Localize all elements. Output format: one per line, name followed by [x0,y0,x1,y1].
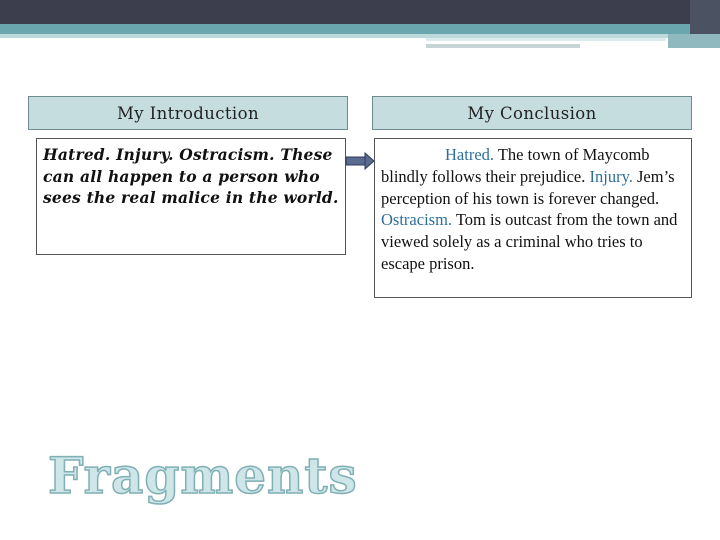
conclusion-text-1: The town of Maycomb blindly follows their prejudice. [381,145,650,186]
conclusion-header: My Conclusion [372,96,692,130]
keyword-ostracism: Ostracism. [381,210,453,230]
conclusion-text-box [374,138,692,298]
intro-text: Hatred. Injury. Ostracism. These can all happen to a person who sees the real malice in the world. [43,145,339,207]
top-right-accent [668,34,720,48]
top-accent-line [426,38,666,41]
right-arrow-icon [345,152,375,170]
slide-title: Fragments [48,446,358,505]
top-teal-stripe [0,24,720,34]
intro-header: My Introduction [28,96,348,130]
top-accent-line-grey [426,44,580,48]
keyword-injury: Injury. [589,166,633,186]
top-decorative-band [0,0,720,24]
intro-text-box [36,138,346,255]
keyword-hatred: Hatred. [445,145,495,164]
conclusion-text-3: Tom is outcast from the town and viewed solely as a criminal who tries to escape prison. [381,210,678,273]
conclusion-text-2: Jem’s perception of his town is forever changed. [381,166,675,208]
